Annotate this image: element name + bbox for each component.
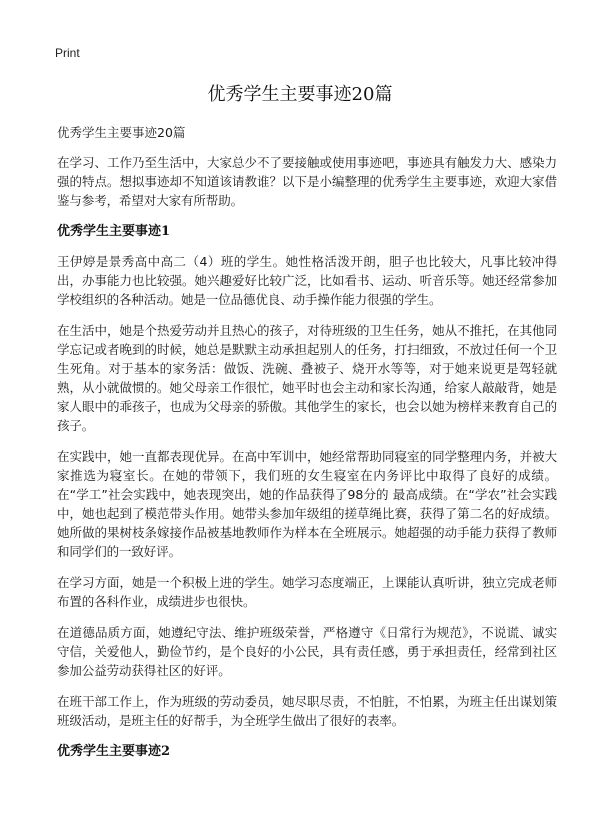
section-paragraph: 在实践中，她一直都表现优异。在高中军训中，她经常帮助同寝室的同学整理内务，并被大家推选为寝室长。在她的带领下，我们班的女生寝室在内务评比中取得了良好的成绩。在“学工”社会实践中，她表现突出，她的作品获得了98分的 最高成绩。在“学农”社会实践中，她也起到了模范带头作用。她带头参加年级组的搓草绳比赛，获得了第二名的好成绩。她所做的果树枝条嫁接作品被基地教师作为样本在全班展示。她超强的动手能力获得了教师和同学们的一致好评。 (57, 449, 557, 559)
section-paragraph: 在学习方面，她是一个积极上进的学生。她学习态度端正，上课能认真听讲，独立完成老师布置的各科作业，成绩进步也很快。 (57, 575, 557, 609)
section-paragraph: 王伊婷是景秀高中高二（4）班的学生。她性格活泼开朗，胆子也比较大，凡事比较冲得出，办事能力也比较强。她兴趣爱好比较广泛，比如看书、运动、听音乐等。她还经常参加学校组织的各种活动。她是一位品德优良、动手操作能力很强的学生。 (57, 254, 557, 307)
section-heading: 优秀学生主要事迹2 (57, 744, 171, 759)
document-title: 优秀学生主要事迹20篇 (207, 84, 393, 105)
intro-paragraph: 在学习、工作乃至生活中，大家总少不了要接触或使用事迹吧，事迹具有触发力大、感染力强的特点。想拟事迹却不知道该请教谁？以下是小编整理的优秀学生主要事迹，欢迎大家借鉴与参考，希望对大家有所帮助。 (57, 155, 557, 208)
document-subtitle: 优秀学生主要事迹20篇 (57, 125, 186, 140)
section-paragraph: 在生活中，她是个热爱劳动并且热心的孩子，对待班级的卫生任务，她从不推托，在其他同学忘记或者晚到的时候，她总是默默主动承担起别人的任务，打扫细致，不放过任何一个卫生死角。对于基本的家务活：做饭、洗碗、叠被子、烧开水等等，对于她来说更是驾轻就熟，从小就做惯的。她父母亲工作很忙，她平时也会主动和家长沟通，给家人敲敲背，她是家人眼中的乖孩子，也成为父母亲的骄傲。其他学生的家长，也会以她为榜样来教育自己的孩子。 (57, 323, 557, 433)
document-body (57, 123, 557, 772)
print-link[interactable]: Print (55, 46, 80, 60)
section-paragraph: 在道德品质方面，她遵纪守法、维护班级荣誉，严格遵守《日常行为规范》，不说谎、诚实守信，关爱他人，勤俭节约，是个良好的小公民，具有责任感，勇于承担责任，经常到社区参加公益劳动获得社区的好评。 (57, 625, 557, 678)
section-paragraph: 在班干部工作上，作为班级的劳动委员，她尽职尽责，不怕脏，不怕累，为班主任出谋划策班级活动，是班主任的好帮手，为全班学生做出了很好的表率。 (57, 694, 557, 728)
section-heading: 优秀学生主要事迹1 (57, 224, 171, 239)
